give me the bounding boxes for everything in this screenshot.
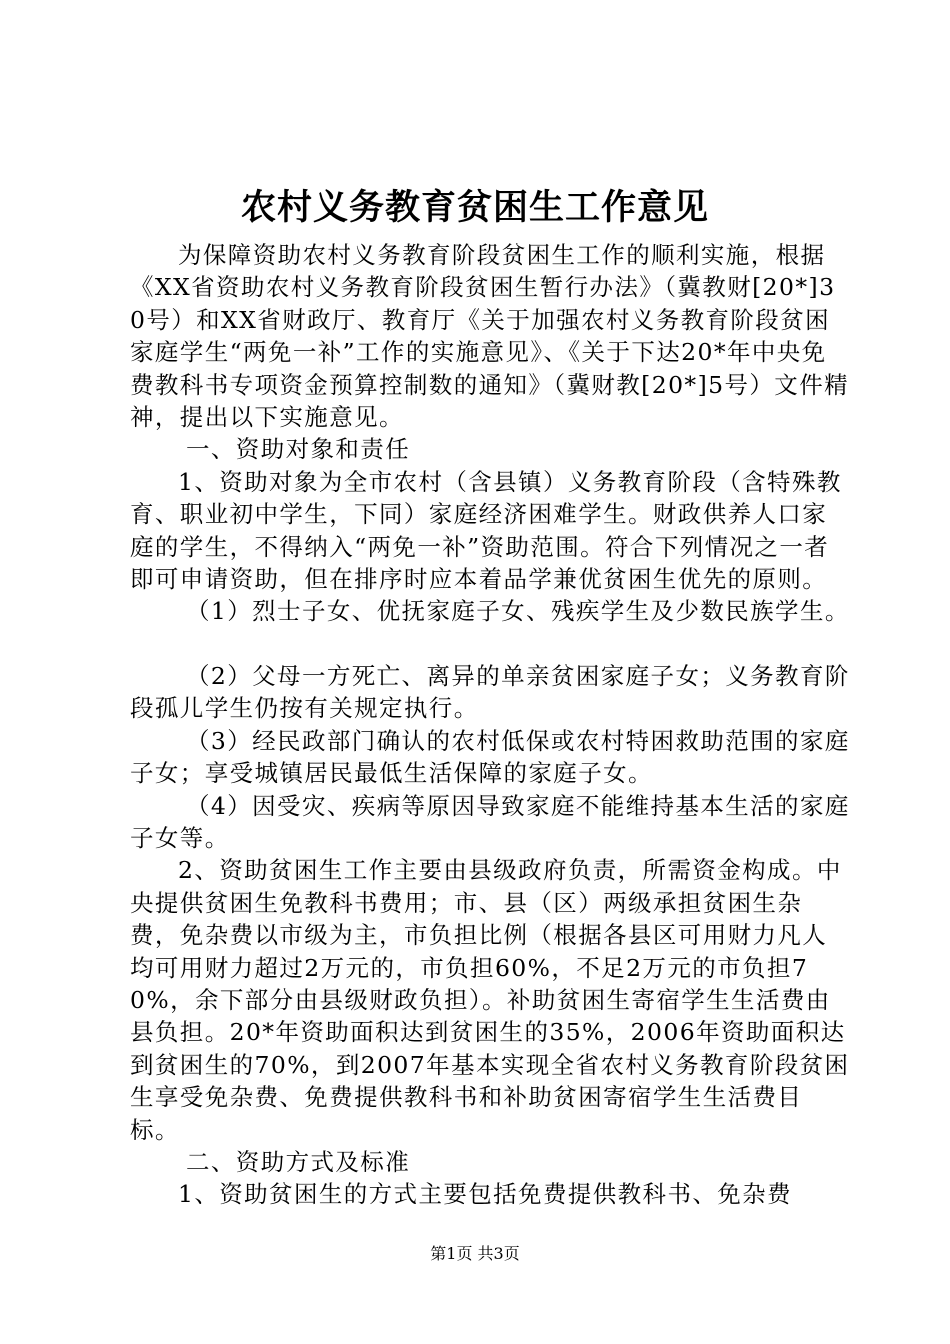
section-heading-2: 二、资助方式及标准 bbox=[186, 1147, 411, 1176]
intro-paragraph: 为保障资助农村义务教育阶段贫困生工作的顺利实施，根据《XX省资助农村义务教育阶段贫困生暂行办法》（冀教财[20*]30号）和XX省财政厅、教育厅《关于加强农村义务教育阶段贫困家庭学生“两免一补”工作的实施意见》、《关于下达20*年中央免费教科书专项资金预算控制数的通知》（冀财教[20*]5号）文件精神，提出以下实施意见。 bbox=[130, 241, 849, 432]
blank-line bbox=[130, 628, 850, 660]
sub-item-2: （2）父母一方死亡、离异的单亲贫困家庭子女；义务教育阶段孤儿学生仍按有关规定执行。 bbox=[130, 661, 850, 723]
section-heading-1: 一、资助对象和责任 bbox=[186, 435, 411, 464]
sub-item-4: （4）因受灾、疾病等原因导致家庭不能维持基本生活的家庭子女等。 bbox=[130, 791, 850, 852]
paragraph-item-3: 1、资助贫困生的方式主要包括免费提供教科书、免杂费 bbox=[178, 1180, 792, 1209]
sub-item-3: （3）经民政部门确认的农村低保或农村特困救助范围的家庭子女；享受城镇居民最低生活保障的家庭子女。 bbox=[130, 726, 850, 788]
page-number-footer: 第1页 共3页 bbox=[430, 1244, 520, 1263]
document-title: 农村义务教育贫困生工作意见 bbox=[240, 187, 709, 228]
document-body bbox=[130, 239, 850, 1211]
paragraph-item-2: 2、资助贫困生工作主要由县级政府负责，所需资金构成。中央提供贫困生免教科书费用；市、县（区）两级承担贫困生杂费，免杂费以市级为主，市负担比例（根据各县区可用财力凡人均可用财力超过2万元的，市负担60%，不足2万元的市负担70%，余下部分由县级财政负担）。补助贫困生寄宿学生生活费由县负担。20*年资助面积达到贫困生的35%，2006年资助面积达到贫困生的70%，到2007年基本实现全省农村义务教育阶段贫困生享受免杂费、免费提供教科书和补助贫困寄宿学生生活费目标。 bbox=[130, 856, 850, 1144]
paragraph-item-1: 1、资助对象为全市农村（含县镇）义务教育阶段（含特殊教育、职业初中学生，下同）家庭经济困难学生。财政供养人口家庭的学生，不得纳入“两免一补”资助范围。符合下列情况之一者即可申请资助，但在排序时应本着品学兼优贫困生优先的原则。 bbox=[130, 467, 842, 594]
sub-item-1: （1）烈士子女、优抚家庭子女、残疾学生及少数民族学生。 bbox=[186, 597, 850, 626]
